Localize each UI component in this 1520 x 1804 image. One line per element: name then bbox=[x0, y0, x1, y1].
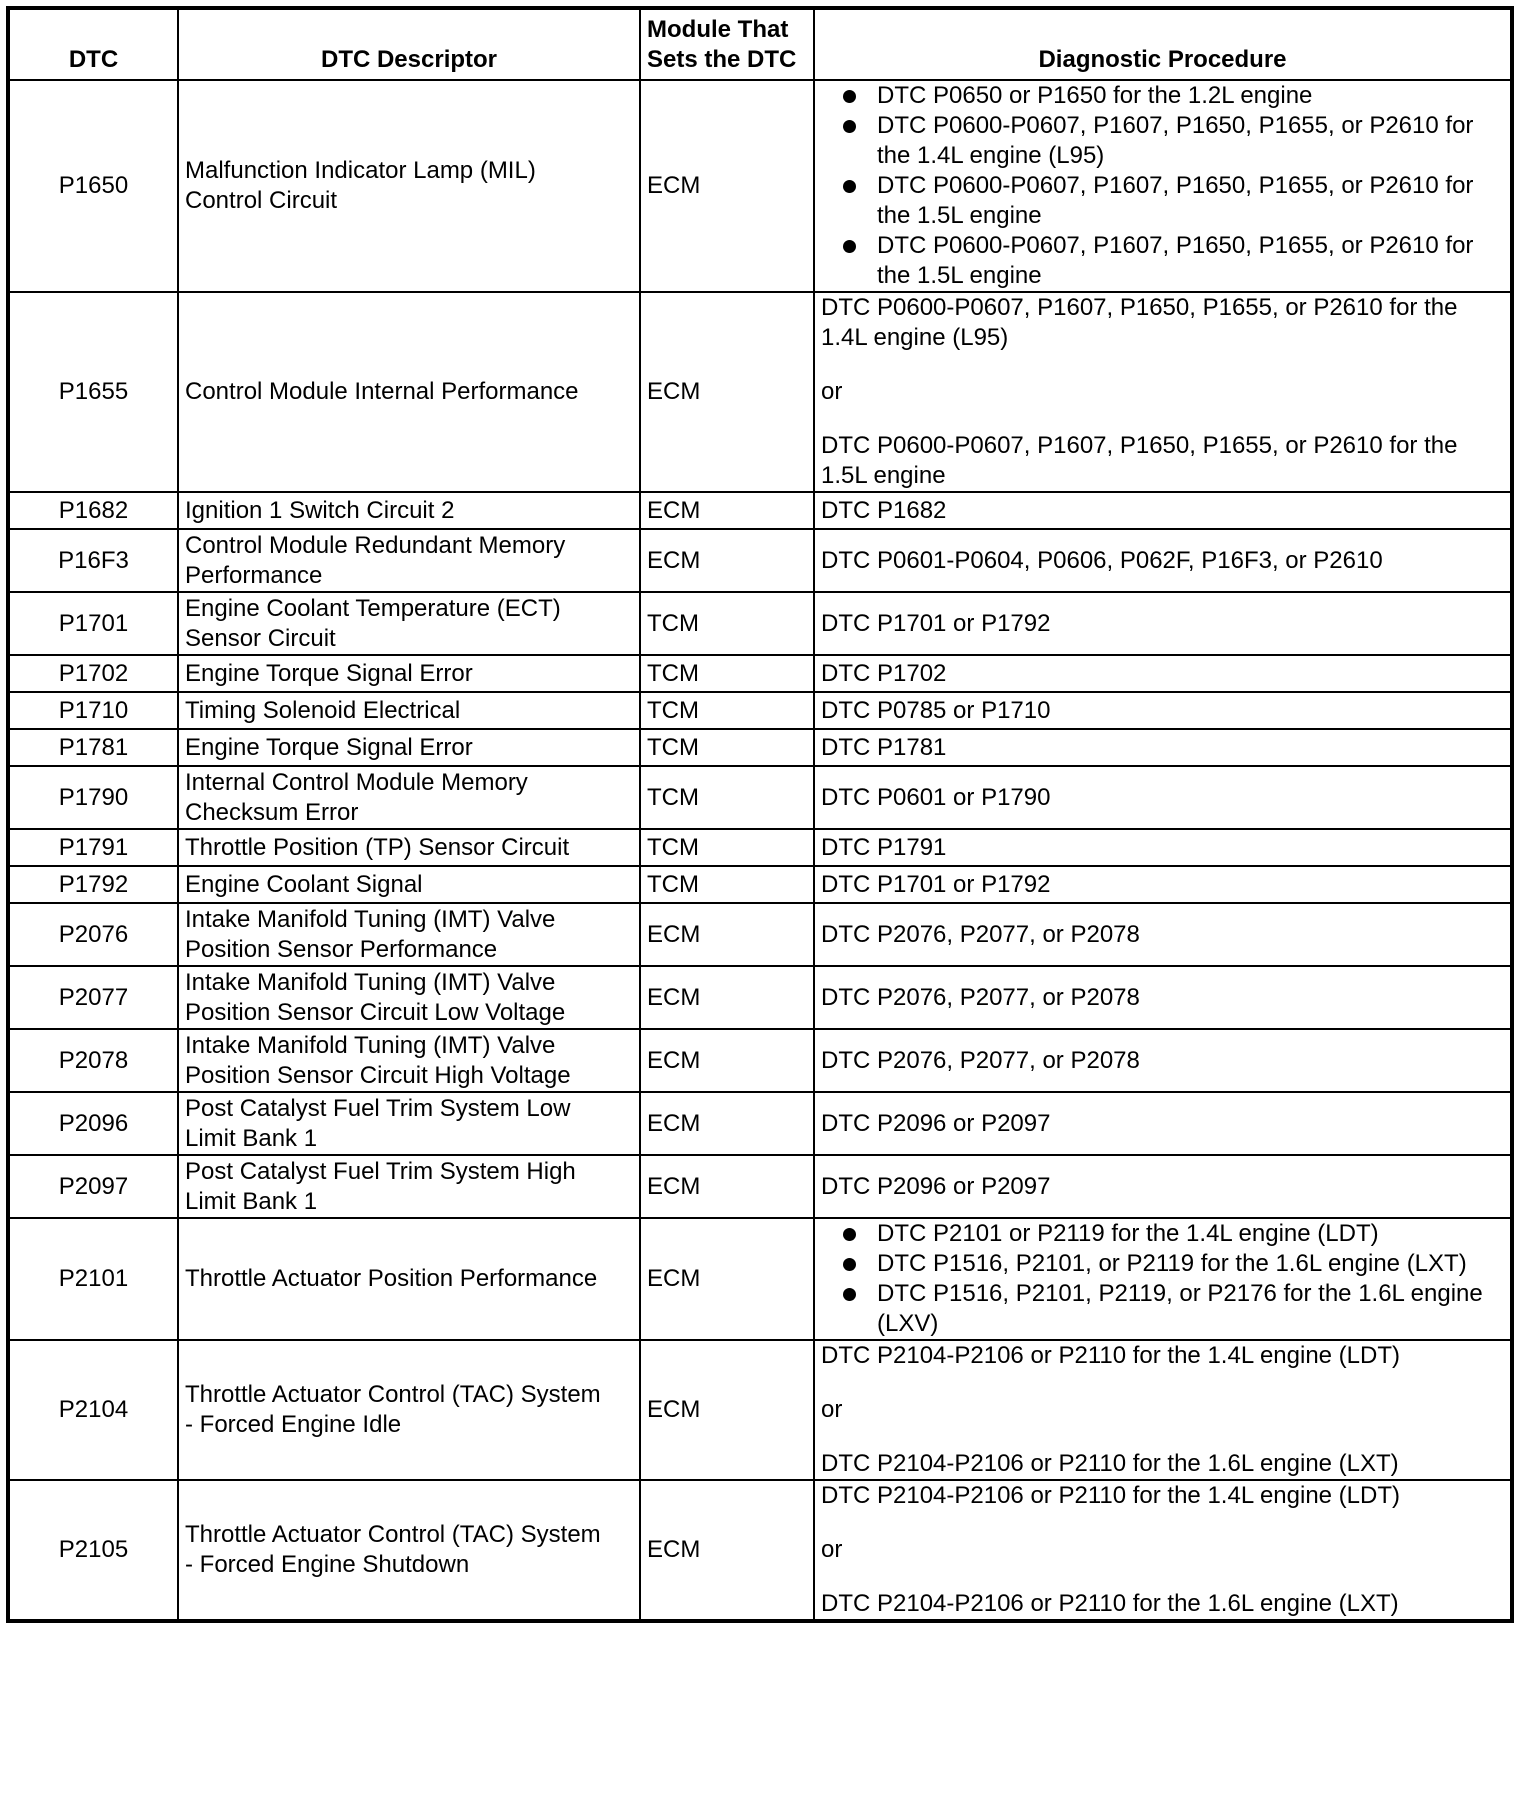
procedure-text: DTC P2076, P2077, or P2078 bbox=[821, 920, 1140, 948]
procedure-item: DTC P0600-P0607, P1607, P1650, P1655, or P2610 for the 1.5L engine bbox=[843, 231, 1500, 291]
diagnostic-procedure bbox=[814, 592, 1512, 655]
table-row bbox=[8, 1340, 1512, 1480]
descriptor-line: Sensor Circuit bbox=[185, 624, 336, 652]
table-row bbox=[8, 692, 1512, 729]
procedure-list bbox=[821, 81, 1504, 291]
diagnostic-procedure bbox=[814, 655, 1512, 692]
diagnostic-procedure bbox=[814, 1155, 1512, 1218]
descriptor-line: Position Sensor Circuit High Voltage bbox=[185, 1061, 571, 1089]
module-name: ECM bbox=[640, 1092, 814, 1155]
module-name: ECM bbox=[640, 529, 814, 592]
descriptor-line: Ignition 1 Switch Circuit 2 bbox=[185, 496, 455, 524]
procedure-text: DTC P1701 or P1792 bbox=[821, 609, 1051, 637]
table-row bbox=[8, 1155, 1512, 1218]
diagnostic-procedure bbox=[814, 829, 1512, 866]
table-row bbox=[8, 866, 1512, 903]
procedure-text: DTC P1701 or P1792 bbox=[821, 870, 1051, 898]
table-row bbox=[8, 492, 1512, 529]
descriptor-line: Control Module Redundant Memory bbox=[185, 531, 566, 559]
dtc-descriptor bbox=[178, 655, 640, 692]
procedure-item: DTC P0600-P0607, P1607, P1650, P1655, or P2610 for the 1.4L engine (L95) bbox=[843, 111, 1500, 171]
dtc-code: P1702 bbox=[8, 655, 178, 692]
procedure-text: DTC P0601 or P1790 bbox=[821, 783, 1051, 811]
diagnostic-procedure bbox=[814, 692, 1512, 729]
descriptor-line: Post Catalyst Fuel Trim System Low bbox=[185, 1094, 571, 1122]
descriptor-line: Malfunction Indicator Lamp (MIL) bbox=[185, 157, 536, 184]
procedure-text: DTC P1791 bbox=[821, 833, 947, 861]
dtc-code: P1682 bbox=[8, 492, 178, 529]
header-dtc: DTC bbox=[8, 8, 178, 80]
descriptor-line: Internal Control Module Memory bbox=[185, 768, 528, 796]
diagnostic-procedure bbox=[814, 80, 1512, 292]
dtc-code: P2077 bbox=[8, 966, 178, 1029]
procedure-text: DTC P0600-P0607, P1607, P1650, P1655, or P2610 for the 1.5L engine bbox=[821, 432, 1458, 489]
dtc-descriptor bbox=[178, 692, 640, 729]
table-row bbox=[8, 655, 1512, 692]
dtc-code: P1655 bbox=[8, 292, 178, 492]
diagnostic-procedure bbox=[814, 729, 1512, 766]
dtc-code: P2097 bbox=[8, 1155, 178, 1218]
table-row bbox=[8, 1480, 1512, 1621]
descriptor-line: Intake Manifold Tuning (IMT) Valve bbox=[185, 968, 556, 996]
dtc-code: P2101 bbox=[8, 1218, 178, 1340]
dtc-descriptor bbox=[178, 829, 640, 866]
descriptor-line: Throttle Actuator Control (TAC) System bbox=[185, 1521, 601, 1548]
descriptor-line: Limit Bank 1 bbox=[185, 1124, 318, 1152]
dtc-code: P2078 bbox=[8, 1029, 178, 1092]
procedure-text: or bbox=[821, 1396, 843, 1423]
dtc-descriptor bbox=[178, 866, 640, 903]
module-name: ECM bbox=[640, 1480, 814, 1621]
dtc-code: P2105 bbox=[8, 1480, 178, 1621]
descriptor-line: Intake Manifold Tuning (IMT) Valve bbox=[185, 1031, 556, 1059]
procedure-text: DTC P2076, P2077, or P2078 bbox=[821, 1046, 1140, 1074]
procedure-text: DTC P1682 bbox=[821, 496, 947, 524]
diagnostic-procedure bbox=[814, 766, 1512, 829]
procedure-text: DTC P2104-P2106 or P2110 for the 1.6L engine (LXT) bbox=[821, 1590, 1399, 1617]
dtc-descriptor bbox=[178, 529, 640, 592]
dtc-code: P1790 bbox=[8, 766, 178, 829]
module-name: TCM bbox=[640, 829, 814, 866]
diagnostic-procedure bbox=[814, 1092, 1512, 1155]
module-name: ECM bbox=[640, 1155, 814, 1218]
procedure-item: DTC P2101 or P2119 for the 1.4L engine (LDT) bbox=[843, 1219, 1500, 1249]
dtc-code: P2096 bbox=[8, 1092, 178, 1155]
procedure-item: DTC P0650 or P1650 for the 1.2L engine bbox=[843, 81, 1500, 111]
procedure-text: DTC P0601-P0604, P0606, P062F, P16F3, or P2610 bbox=[821, 546, 1383, 574]
dtc-code: P1710 bbox=[8, 692, 178, 729]
header-module-line-2: Sets the DTC bbox=[647, 46, 797, 73]
dtc-code: P2104 bbox=[8, 1340, 178, 1480]
dtc-code: P1701 bbox=[8, 592, 178, 655]
dtc-descriptor bbox=[178, 592, 640, 655]
descriptor-line: Performance bbox=[185, 561, 323, 589]
descriptor-line: Checksum Error bbox=[185, 798, 359, 826]
diagnostic-procedure bbox=[814, 1480, 1512, 1621]
dtc-code: P1792 bbox=[8, 866, 178, 903]
module-name: ECM bbox=[640, 1218, 814, 1340]
dtc-descriptor bbox=[178, 766, 640, 829]
descriptor-line: Position Sensor Performance bbox=[185, 935, 498, 963]
procedure-item: DTC P0600-P0607, P1607, P1650, P1655, or P2610 for the 1.5L engine bbox=[843, 171, 1500, 231]
dtc-descriptor bbox=[178, 966, 640, 1029]
table-row bbox=[8, 966, 1512, 1029]
procedure-item: DTC P1516, P2101, P2119, or P2176 for the 1.6L engine (LXV) bbox=[843, 1279, 1500, 1339]
descriptor-line: Throttle Actuator Position Performance bbox=[185, 1265, 598, 1292]
procedure-text: DTC P0600-P0607, P1607, P1650, P1655, or P2610 for the 1.4L engine (L95) bbox=[821, 294, 1458, 351]
descriptor-line: Throttle Position (TP) Sensor Circuit bbox=[185, 833, 570, 861]
dtc-descriptor bbox=[178, 729, 640, 766]
descriptor-line: Engine Coolant Signal bbox=[185, 870, 423, 898]
header-module-line-1: Module That bbox=[647, 16, 789, 43]
table-row bbox=[8, 592, 1512, 655]
descriptor-line: Engine Torque Signal Error bbox=[185, 733, 473, 761]
table-row bbox=[8, 829, 1512, 866]
diagnostic-procedure bbox=[814, 903, 1512, 966]
procedure-text: DTC P2104-P2106 or P2110 for the 1.6L engine (LXT) bbox=[821, 1450, 1399, 1477]
procedure-text: DTC P0785 or P1710 bbox=[821, 696, 1051, 724]
diagnostic-procedure bbox=[814, 292, 1512, 492]
descriptor-line: Engine Torque Signal Error bbox=[185, 659, 473, 687]
diagnostic-procedure bbox=[814, 1340, 1512, 1480]
dtc-code: P2076 bbox=[8, 903, 178, 966]
table-row bbox=[8, 766, 1512, 829]
header-module bbox=[640, 8, 814, 80]
diagnostic-procedure bbox=[814, 529, 1512, 592]
descriptor-line: Post Catalyst Fuel Trim System High bbox=[185, 1157, 576, 1185]
procedure-text: or bbox=[821, 378, 843, 405]
table-row bbox=[8, 1092, 1512, 1155]
diagnostic-procedure bbox=[814, 866, 1512, 903]
dtc-code: P1650 bbox=[8, 80, 178, 292]
dtc-descriptor bbox=[178, 1340, 640, 1480]
module-name: ECM bbox=[640, 1340, 814, 1480]
header-dtc-descriptor: DTC Descriptor bbox=[178, 8, 640, 80]
table-row bbox=[8, 1218, 1512, 1340]
module-name: ECM bbox=[640, 492, 814, 529]
table-row bbox=[8, 729, 1512, 766]
module-name: ECM bbox=[640, 903, 814, 966]
dtc-descriptor bbox=[178, 292, 640, 492]
procedure-text: DTC P2096 or P2097 bbox=[821, 1109, 1051, 1137]
procedure-text: DTC P1702 bbox=[821, 659, 947, 687]
procedure-item: DTC P1516, P2101, or P2119 for the 1.6L engine (LXT) bbox=[843, 1249, 1500, 1279]
diagnostic-procedure bbox=[814, 966, 1512, 1029]
module-name: TCM bbox=[640, 692, 814, 729]
module-name: ECM bbox=[640, 966, 814, 1029]
header-diagnostic-procedure: Diagnostic Procedure bbox=[814, 8, 1512, 80]
descriptor-line: Timing Solenoid Electrical bbox=[185, 696, 461, 724]
module-name: TCM bbox=[640, 592, 814, 655]
dtc-code: P16F3 bbox=[8, 529, 178, 592]
table-row bbox=[8, 292, 1512, 492]
descriptor-line: Throttle Actuator Control (TAC) System bbox=[185, 1381, 601, 1408]
descriptor-line: - Forced Engine Idle bbox=[185, 1411, 402, 1438]
table-row bbox=[8, 1029, 1512, 1092]
procedure-text: DTC P2076, P2077, or P2078 bbox=[821, 983, 1140, 1011]
module-name: ECM bbox=[640, 292, 814, 492]
module-name: TCM bbox=[640, 866, 814, 903]
procedure-text: DTC P2104-P2106 or P2110 for the 1.4L engine (LDT) bbox=[821, 1342, 1400, 1369]
table-row bbox=[8, 529, 1512, 592]
table-row bbox=[8, 80, 1512, 292]
diagnostic-procedure bbox=[814, 1029, 1512, 1092]
module-name: TCM bbox=[640, 729, 814, 766]
descriptor-line: Position Sensor Circuit Low Voltage bbox=[185, 998, 566, 1026]
module-name: ECM bbox=[640, 1029, 814, 1092]
dtc-descriptor bbox=[178, 1029, 640, 1092]
procedure-list bbox=[821, 1219, 1504, 1339]
dtc-descriptor bbox=[178, 492, 640, 529]
module-name: ECM bbox=[640, 80, 814, 292]
procedure-text: DTC P1781 bbox=[821, 733, 947, 761]
descriptor-line: Control Circuit bbox=[185, 187, 338, 214]
diagnostic-procedure bbox=[814, 492, 1512, 529]
dtc-table bbox=[6, 6, 1514, 1623]
descriptor-line: Control Module Internal Performance bbox=[185, 378, 579, 405]
module-name: TCM bbox=[640, 655, 814, 692]
dtc-descriptor bbox=[178, 1092, 640, 1155]
table-header-row bbox=[8, 8, 1512, 80]
diagnostic-procedure bbox=[814, 1218, 1512, 1340]
dtc-descriptor bbox=[178, 80, 640, 292]
dtc-code: P1791 bbox=[8, 829, 178, 866]
dtc-descriptor bbox=[178, 1480, 640, 1621]
dtc-code: P1781 bbox=[8, 729, 178, 766]
dtc-descriptor bbox=[178, 1155, 640, 1218]
descriptor-line: - Forced Engine Shutdown bbox=[185, 1551, 470, 1578]
module-name: TCM bbox=[640, 766, 814, 829]
descriptor-line: Limit Bank 1 bbox=[185, 1187, 318, 1215]
table-row bbox=[8, 903, 1512, 966]
dtc-descriptor bbox=[178, 903, 640, 966]
procedure-text: or bbox=[821, 1536, 843, 1563]
procedure-text: DTC P2096 or P2097 bbox=[821, 1172, 1051, 1200]
descriptor-line: Engine Coolant Temperature (ECT) bbox=[185, 594, 561, 622]
procedure-text: DTC P2104-P2106 or P2110 for the 1.4L engine (LDT) bbox=[821, 1482, 1400, 1509]
descriptor-line: Intake Manifold Tuning (IMT) Valve bbox=[185, 905, 556, 933]
dtc-descriptor bbox=[178, 1218, 640, 1340]
